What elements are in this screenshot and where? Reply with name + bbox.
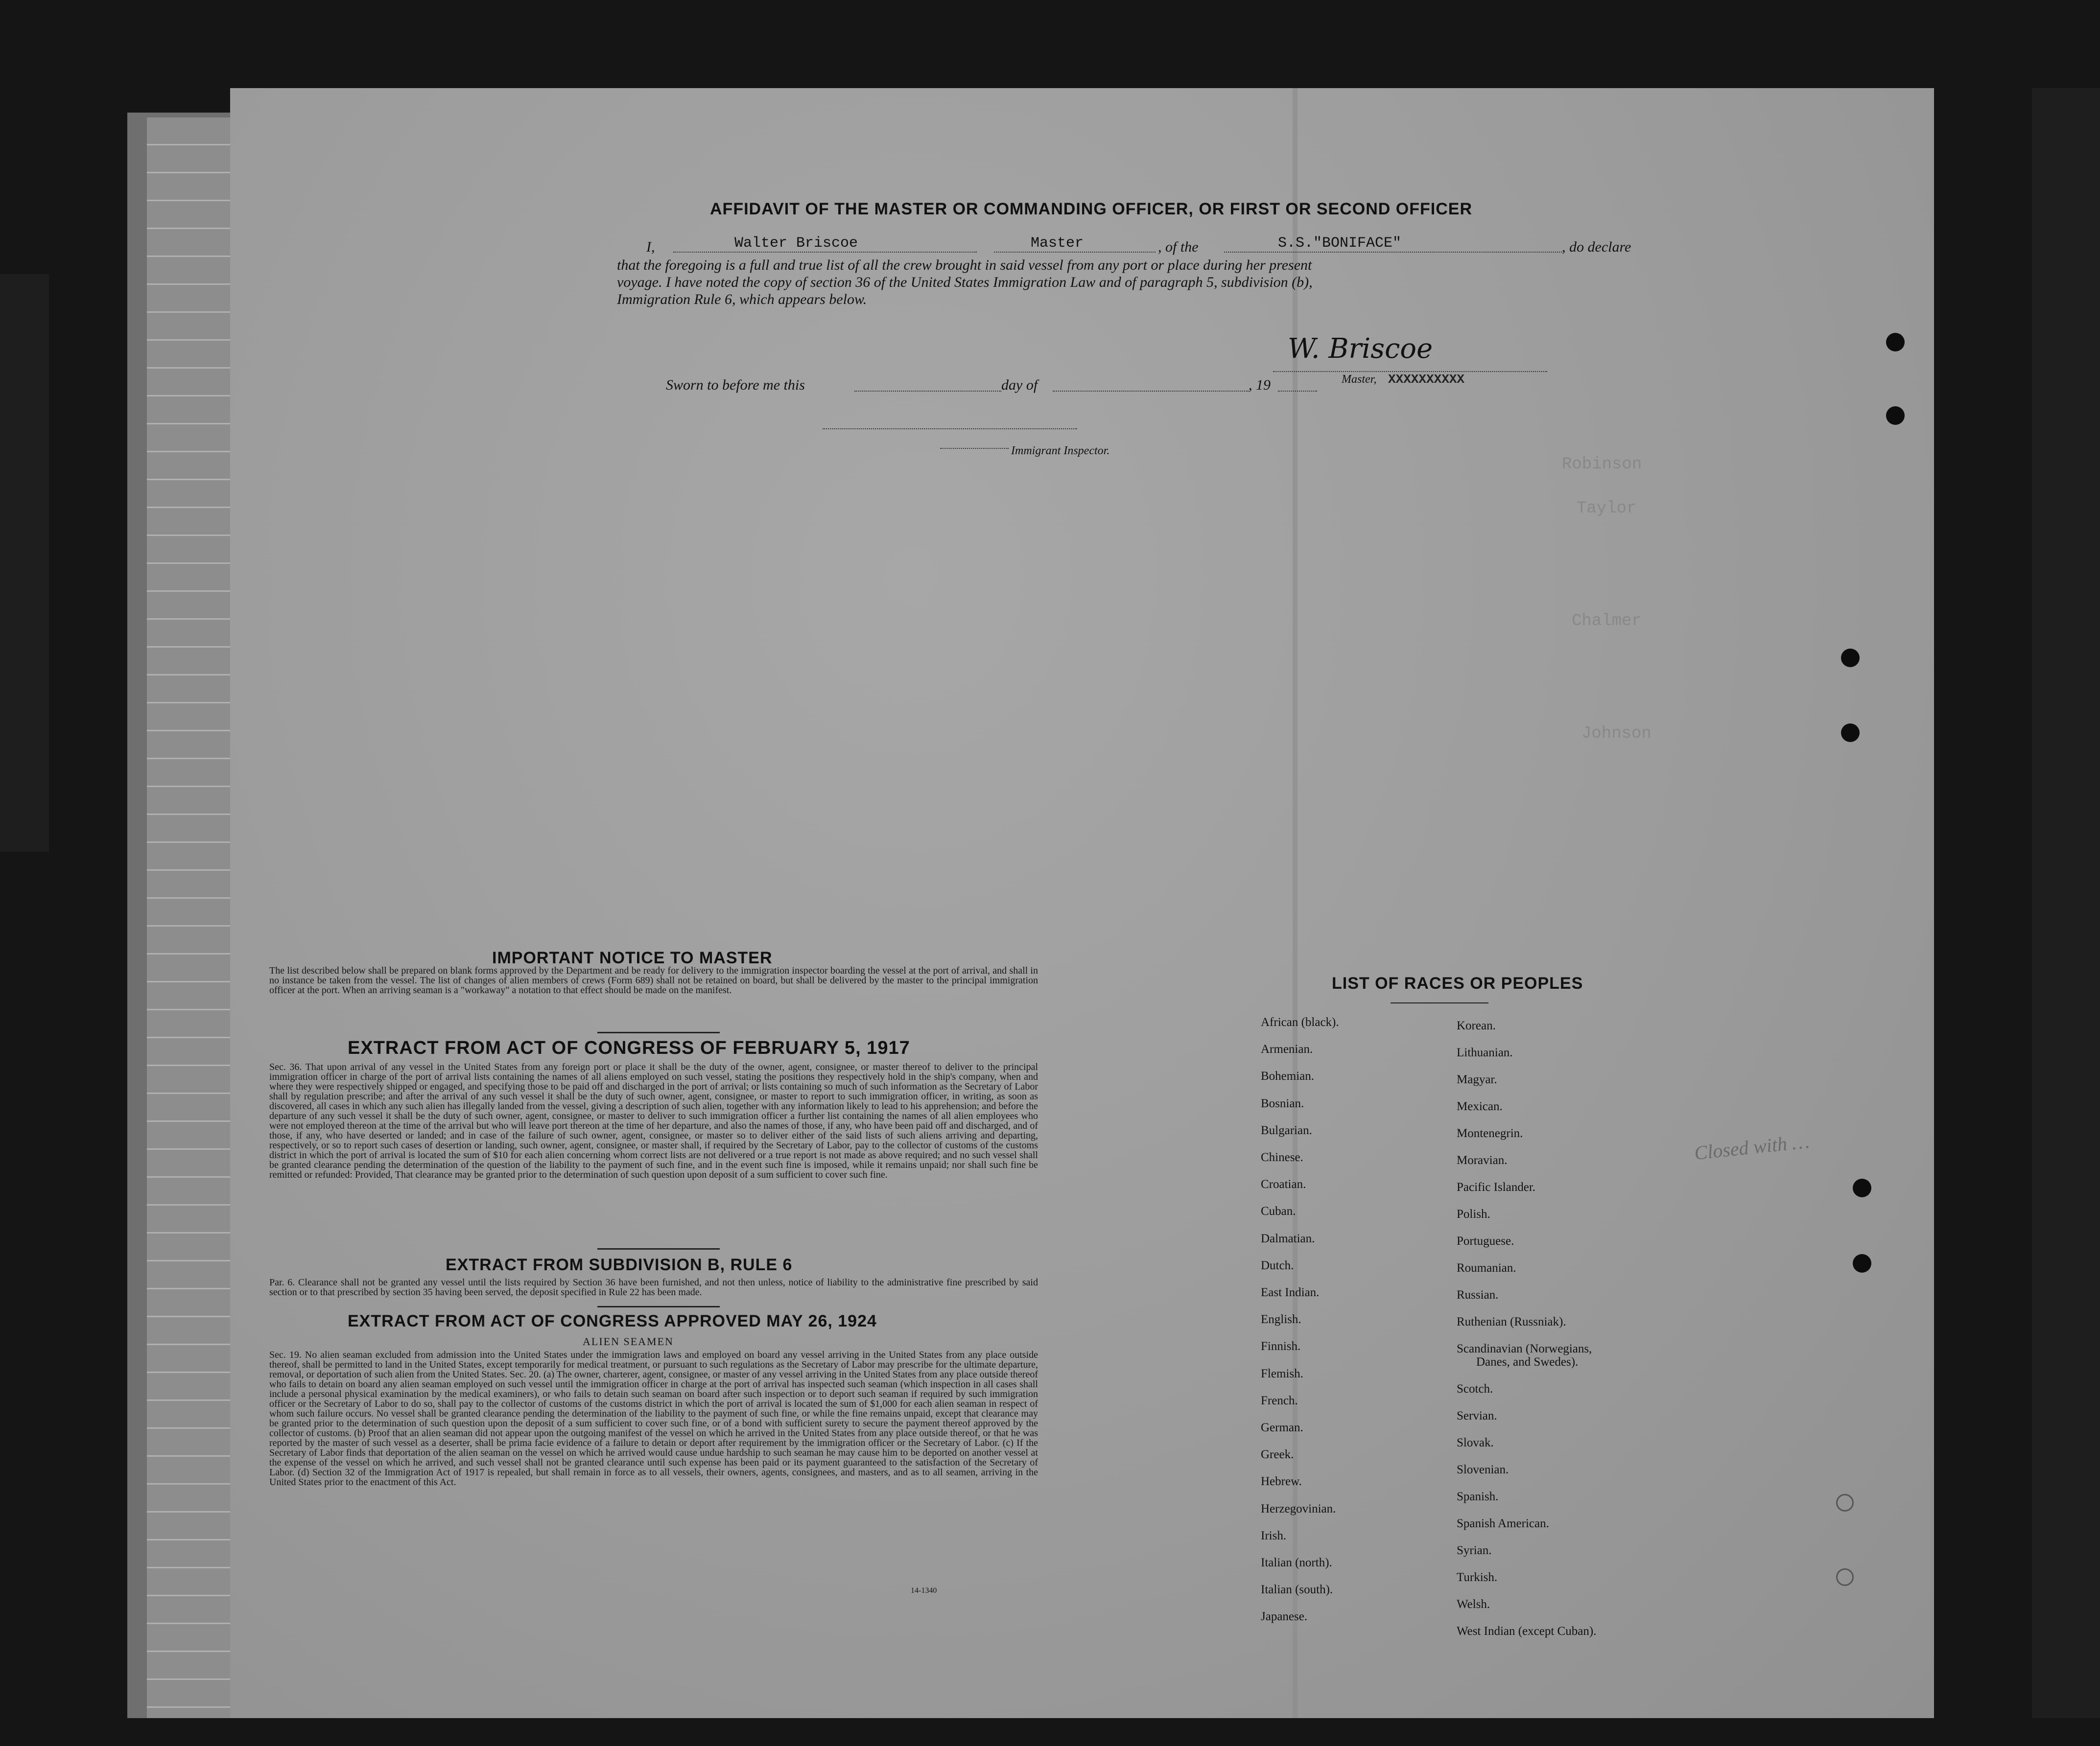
of-the-label: , of the [1158,239,1199,255]
affidavit-line-2: that the foregoing is a full and true list of all the crew brought in said vessel from any port or place during her present [617,257,1312,273]
race-item: Slovak. [1457,1436,1494,1449]
race-item: West Indian (except Cuban). [1457,1625,1597,1638]
name-line [673,252,977,253]
race-item: Dalmatian. [1261,1232,1315,1245]
race-item: Lithuanian. [1457,1046,1513,1059]
struck-out-text: XXXXXXXXXX [1388,372,1465,387]
race-item: Scotch. [1457,1382,1493,1396]
binder-hole [1841,723,1860,742]
extract-1924-title: EXTRACT FROM ACT OF CONGRESS APPROVED MAY 26, 1924 [348,1312,877,1330]
race-item: Welsh. [1457,1598,1490,1611]
binder-hole [1886,406,1905,425]
race-item: Hebrew. [1261,1475,1302,1489]
bleed-through: Chalmer [1572,612,1642,630]
extract-1917-title: EXTRACT FROM ACT OF CONGRESS OF FEBRUARY 5, 1917 [348,1038,910,1058]
master-rank: Master [1031,235,1084,252]
race-item: Herzegovinian. [1261,1502,1336,1515]
race-item: French. [1261,1394,1298,1407]
race-item: Irish. [1261,1529,1287,1542]
race-item: Korean. [1457,1019,1496,1032]
inspector-label: Immigrant Inspector. [1011,444,1110,457]
bleed-through: Taylor [1577,499,1637,518]
bleed-through: Johnson [1581,724,1652,743]
race-item: Moravian. [1457,1154,1508,1167]
race-item: Bosnian. [1261,1096,1304,1110]
race-item: Chinese. [1261,1151,1303,1164]
form-number: 14-1340 [911,1586,937,1595]
race-item: Polish. [1457,1208,1490,1221]
divider [597,1306,720,1307]
binder-hole [1836,1568,1854,1586]
binder-hole [1853,1179,1871,1197]
race-item: Russian. [1457,1288,1499,1302]
race-item: Turkish. [1457,1571,1498,1584]
races-title: LIST OF RACES OR PEOPLES [1332,974,1583,993]
affidavit-line-3: voyage. I have noted the copy of section 36 of the United States Immigration Law and of paragraph 5, subdivision (b), [617,274,1313,290]
race-item: Mexican. [1457,1100,1503,1113]
alien-seamen-subtitle: ALIEN SEAMEN [583,1335,674,1348]
master-name: Walter Briscoe [734,235,858,252]
race-item: Pacific Islander. [1457,1181,1536,1194]
day-of-label: day of [1001,377,1038,393]
race-item: Slovenian. [1457,1463,1509,1476]
race-item: Croatian. [1261,1178,1306,1191]
race-item: Flemish. [1261,1367,1303,1380]
rule-6-text: Par. 6. Clearance shall not be granted any vessel until the lists required by Section 36 have been furnished, and not then unless, notice of liability to the administrative fine prescribed by said section or to that prescribed by section 35 having been served, the deposit specified in Rule 22 has been made. [269,1277,1038,1298]
race-item: Spanish American. [1457,1517,1549,1530]
master-label: Master, [1342,373,1377,386]
affidavit-page [230,88,1934,1718]
race-item: Syrian. [1457,1544,1492,1557]
notice-text: The list described below shall be prepared on blank forms approved by the Department and be ready for delivery to the immigration inspector boarding the vessel at the port of arrival, and shall in no instance be taken from the vessel. The list of changes of alien members of crews (Form 689) shall not be retained on board, but shall be delivered by the master to the principal immigration officer at the port. When an arriving seaman is a "workaway" a notation to that effect should be made on the manifest. [269,965,1038,996]
inspector-lead-line [940,448,1009,449]
year-label: , 19 [1249,377,1271,393]
race-item: Montenegrin. [1457,1127,1523,1140]
race-item: Bohemian. [1261,1070,1315,1083]
divider [1391,1002,1488,1003]
binder-edge [2032,88,2100,1718]
vessel-line [1224,252,1562,253]
extract-1917-text: Sec. 36. That upon arrival of any vessel in the United States from any foreign port or place it shall be the duty of the owner, agent, consignee, or master thereof to deliver to the principal immigration officer in charge of the port of arrival lists containing the names of all aliens employed on such vessel, stating the positions they respectively hold in the ship's company, when and where they were respectively shipped or engaged, and specifying those to be paid off and discharged in the port of arrival; or lists containing so much of such information as the Secretary of Labor shall by regulation prescribe; and after the arrival of any such vessel it shall be the duty of such owner, agent, consignee, or master to report to such immigration officer, in writing, as soon as discovered, all cases in which any such alien has illegally landed from the vessel, giving a description of such alien, together with any information likely to lead to his apprehension; and before the departure of any such vessel it shall be the duty of such owner, agent, consignee, or master to deliver to such immigration officer a further list containing the names of all alien employees who were not employed thereon at the time of the arrival but who will leave port thereon at the time of her departure, and also the names of those, if any, who have been paid off and discharged, and of those, if any, who have deserted or landed; and in case of the failure of such owner, agent, consignee, or master so to deliver either of the said lists of such aliens arriving and departing, respectively, or so to report such cases of desertion or landing, such owner, agent, consignee, or master shall, if required by the Secretary of Labor, pay to the collector of customs of the customs district in which the port of arrival is located the sum of $10 for each alien concerning whom correct lists are not delivered or a true report is not made as above required; and no such vessel shall be granted clearance pending the determination of the question of the liability to the payment of such fine, and in the event such fine is imposed, while it remains unpaid; nor shall such fine be remitted or refunded: Provided, That clearance may be granted prior to the determination of such question upon deposit of a sum sufficient to cover such fine. [269,1062,1038,1180]
affidavit-line-4: Immigration Rule 6, which appears below. [617,291,867,307]
race-item: Italian (south). [1261,1583,1333,1597]
race-item: Portuguese. [1457,1234,1514,1248]
rank-line [994,252,1156,253]
sworn-day-line [854,391,1001,392]
binder-hole [1853,1254,1871,1273]
race-item: Japanese. [1261,1610,1308,1624]
vessel-name: S.S."BONIFACE" [1278,235,1402,252]
race-item: Finnish. [1261,1340,1301,1353]
notice-title: IMPORTANT NOTICE TO MASTER [492,949,773,967]
race-item: Magyar. [1457,1073,1497,1086]
binder-edge [0,274,49,852]
declare-label: , do declare [1562,239,1631,255]
binder-hole [1836,1494,1854,1512]
inspector-signature-line [823,428,1077,429]
race-item: Armenian. [1261,1043,1313,1056]
race-item: Ruthenian (Russniak). [1457,1315,1566,1328]
race-item: Italian (north). [1261,1556,1332,1569]
affidavit-i-label: I, [646,239,655,255]
race-item: German. [1261,1421,1303,1434]
race-item: East Indian. [1261,1286,1320,1299]
extract-1924-text: Sec. 19. No alien seaman excluded from admission into the United States under the immigration laws and employed on board any vessel arriving in the United States from any place outside thereof, shall be permitted to land in the United States, except temporarily for medical treatment, or pursuant to such regulations as the Secretary of Labor may prescribe for the ultimate departure, removal, or deportation of such alien from the United States. Sec. 20. (a) The owner, charterer, agent, consignee, or master of any vessel arriving in the United States from any place outside thereof who fails to detain on board any alien seaman employed on such vessel until the immigration officer in charge at the port of arrival has inspected such seaman (which inspection in all cases shall include a personal physical examination by the medical examiners), or who fails to detain such seaman on board after such inspection or to deport such seaman if required by such immigration officer or the Secretary of Labor to do so, shall pay to the collector of customs of the customs district in which the port of arrival is located the sum of $1,000 for each alien seaman in respect of whom such failure occurs. No vessel shall be granted clearance pending the determination of the liability to the payment of such fine, or while the fine remains unpaid, except that clearance may be granted prior to the determination of such question upon the deposit of a sum sufficient to cover such fine, or of a bond with sufficient surety to secure the payment thereof approved by the collector of customs. (b) Proof that an alien seaman did not appear upon the outgoing manifest of the vessel on which he arrived in the United States from any place outside thereof, or that he was reported by the master of such vessel as a deserter, shall be prima facie evidence of a failure to detain or deport after requirement by the immigration officer or the Secretary of Labor. (c) If the Secretary of Labor finds that deportation of the alien seaman on the vessel on which he arrived would cause undue hardship to such seaman he may cause him to be deported on another vessel at the expense of the vessel on which he arrived, and such vessel shall not be granted clearance until such expense has been paid or its payment guaranteed to the satisfaction of the Secretary of Labor. (d) Section 32 of the Immigration Act of 1917 is repealed, but shall remain in force as to all vessels, their owners, agents, consignees, and masters, and as to all seamen, arriving in the United States prior to the enactment of this Act. [269,1350,1038,1488]
race-item: Cuban. [1261,1205,1296,1218]
race-item: English. [1261,1313,1301,1327]
rule-6-title: EXTRACT FROM SUBDIVISION B, RULE 6 [446,1256,793,1274]
affidavit-title: AFFIDAVIT OF THE MASTER OR COMMANDING OFFICER, OR FIRST OR SECOND OFFICER [710,200,1472,218]
divider [597,1248,720,1250]
race-item: Dutch. [1261,1258,1294,1272]
master-signature: W. Briscoe [1288,333,1433,365]
race-item: Servian. [1457,1409,1497,1422]
race-item: African (black). [1261,1016,1339,1029]
race-item: Spanish. [1457,1490,1499,1503]
sworn-label: Sworn to before me this [666,377,805,393]
sworn-year-line [1278,391,1317,392]
bleed-through: Robinson [1562,455,1642,474]
race-item: Bulgarian. [1261,1123,1312,1137]
race-item: Scandinavian (Norwegians, [1457,1342,1592,1355]
race-item: Roumanian. [1457,1261,1516,1275]
sworn-month-line [1053,391,1249,392]
divider [597,1032,720,1033]
race-item: Greek. [1261,1448,1294,1462]
race-item: Danes, and Swedes). [1476,1355,1579,1369]
binder-hole [1886,333,1905,351]
binder-hole [1841,649,1860,667]
faint-handwriting: Closed with … [1693,1130,1811,1164]
